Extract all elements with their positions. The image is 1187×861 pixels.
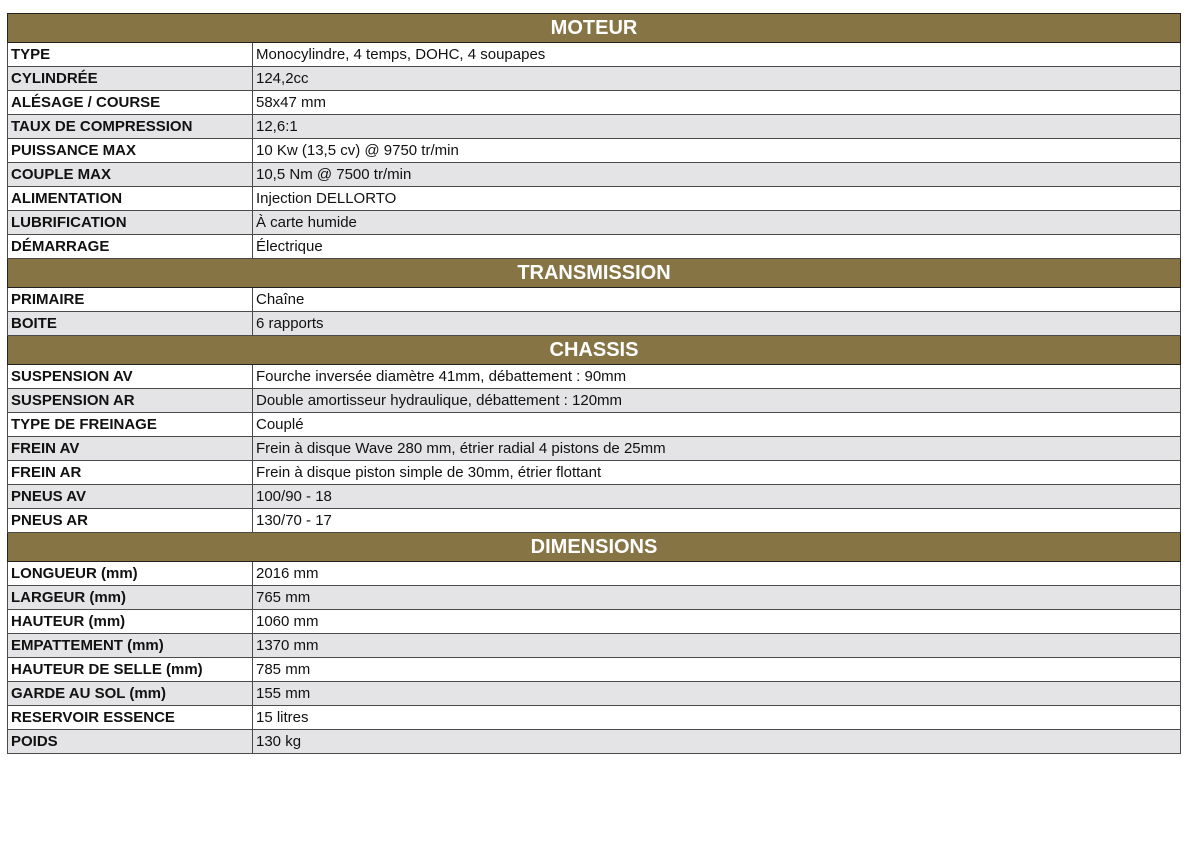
spec-label: LONGUEUR (mm): [8, 562, 253, 586]
spec-value: Frein à disque piston simple de 30mm, étrier flottant: [253, 461, 1181, 485]
spec-row: [8, 187, 1181, 211]
spec-value: 785 mm: [253, 658, 1181, 682]
spec-value: 6 rapports: [253, 312, 1181, 336]
spec-label: SUSPENSION AR: [8, 389, 253, 413]
spec-label: FREIN AR: [8, 461, 253, 485]
spec-value: Couplé: [253, 413, 1181, 437]
spec-value: Chaîne: [253, 288, 1181, 312]
spec-label: PUISSANCE MAX: [8, 139, 253, 163]
spec-row: [8, 163, 1181, 187]
spec-value: 12,6:1: [253, 115, 1181, 139]
spec-value: 124,2cc: [253, 67, 1181, 91]
spec-row: [8, 658, 1181, 682]
spec-label: HAUTEUR (mm): [8, 610, 253, 634]
spec-label: RESERVOIR ESSENCE: [8, 706, 253, 730]
spec-value: 15 litres: [253, 706, 1181, 730]
spec-label: EMPATTEMENT (mm): [8, 634, 253, 658]
spec-row: [8, 730, 1181, 754]
spec-row: [8, 509, 1181, 533]
spec-label: LUBRIFICATION: [8, 211, 253, 235]
spec-row: [8, 562, 1181, 586]
section-header: [8, 14, 1181, 43]
spec-row: [8, 413, 1181, 437]
spec-value: Électrique: [253, 235, 1181, 259]
section-title: CHASSIS: [8, 336, 1181, 365]
section-header: [8, 533, 1181, 562]
spec-row: [8, 706, 1181, 730]
spec-row: [8, 67, 1181, 91]
section-header: [8, 259, 1181, 288]
spec-value: Monocylindre, 4 temps, DOHC, 4 soupapes: [253, 43, 1181, 67]
spec-value: 765 mm: [253, 586, 1181, 610]
spec-row: [8, 43, 1181, 67]
spec-value: Frein à disque Wave 280 mm, étrier radial 4 pistons de 25mm: [253, 437, 1181, 461]
spec-value: Fourche inversée diamètre 41mm, débattement : 90mm: [253, 365, 1181, 389]
spec-row: [8, 115, 1181, 139]
spec-row: [8, 437, 1181, 461]
spec-row: [8, 211, 1181, 235]
spec-value: 1060 mm: [253, 610, 1181, 634]
spec-label: LARGEUR (mm): [8, 586, 253, 610]
spec-label: TYPE: [8, 43, 253, 67]
spec-value: 100/90 - 18: [253, 485, 1181, 509]
spec-value: 130 kg: [253, 730, 1181, 754]
spec-value: Injection DELLORTO: [253, 187, 1181, 211]
spec-row: [8, 91, 1181, 115]
spec-label: POIDS: [8, 730, 253, 754]
spec-row: [8, 610, 1181, 634]
spec-row: [8, 461, 1181, 485]
spec-label: BOITE: [8, 312, 253, 336]
section-title: DIMENSIONS: [8, 533, 1181, 562]
spec-row: [8, 634, 1181, 658]
section-title: TRANSMISSION: [8, 259, 1181, 288]
spec-row: [8, 288, 1181, 312]
spec-label: ALIMENTATION: [8, 187, 253, 211]
spec-label: PNEUS AV: [8, 485, 253, 509]
spec-label: PRIMAIRE: [8, 288, 253, 312]
spec-row: [8, 365, 1181, 389]
spec-label: CYLINDRÉE: [8, 67, 253, 91]
spec-table: [7, 13, 1181, 754]
spec-value: 58x47 mm: [253, 91, 1181, 115]
spec-label: HAUTEUR DE SELLE (mm): [8, 658, 253, 682]
spec-value: 130/70 - 17: [253, 509, 1181, 533]
spec-row: [8, 389, 1181, 413]
spec-row: [8, 682, 1181, 706]
spec-label: DÉMARRAGE: [8, 235, 253, 259]
spec-label: TYPE DE FREINAGE: [8, 413, 253, 437]
spec-row: [8, 586, 1181, 610]
spec-value: 1370 mm: [253, 634, 1181, 658]
spec-label: GARDE AU SOL (mm): [8, 682, 253, 706]
spec-label: FREIN AV: [8, 437, 253, 461]
spec-row: [8, 235, 1181, 259]
spec-label: PNEUS AR: [8, 509, 253, 533]
spec-table-body: [8, 14, 1181, 754]
spec-label: SUSPENSION AV: [8, 365, 253, 389]
spec-label: TAUX DE COMPRESSION: [8, 115, 253, 139]
spec-label: COUPLE MAX: [8, 163, 253, 187]
spec-label: ALÉSAGE / COURSE: [8, 91, 253, 115]
spec-value: 10 Kw (13,5 cv) @ 9750 tr/min: [253, 139, 1181, 163]
spec-row: [8, 485, 1181, 509]
spec-value: Double amortisseur hydraulique, débattement : 120mm: [253, 389, 1181, 413]
spec-value: 10,5 Nm @ 7500 tr/min: [253, 163, 1181, 187]
spec-value: 155 mm: [253, 682, 1181, 706]
spec-value: À carte humide: [253, 211, 1181, 235]
section-header: [8, 336, 1181, 365]
spec-value: 2016 mm: [253, 562, 1181, 586]
section-title: MOTEUR: [8, 14, 1181, 43]
spec-row: [8, 312, 1181, 336]
spec-row: [8, 139, 1181, 163]
